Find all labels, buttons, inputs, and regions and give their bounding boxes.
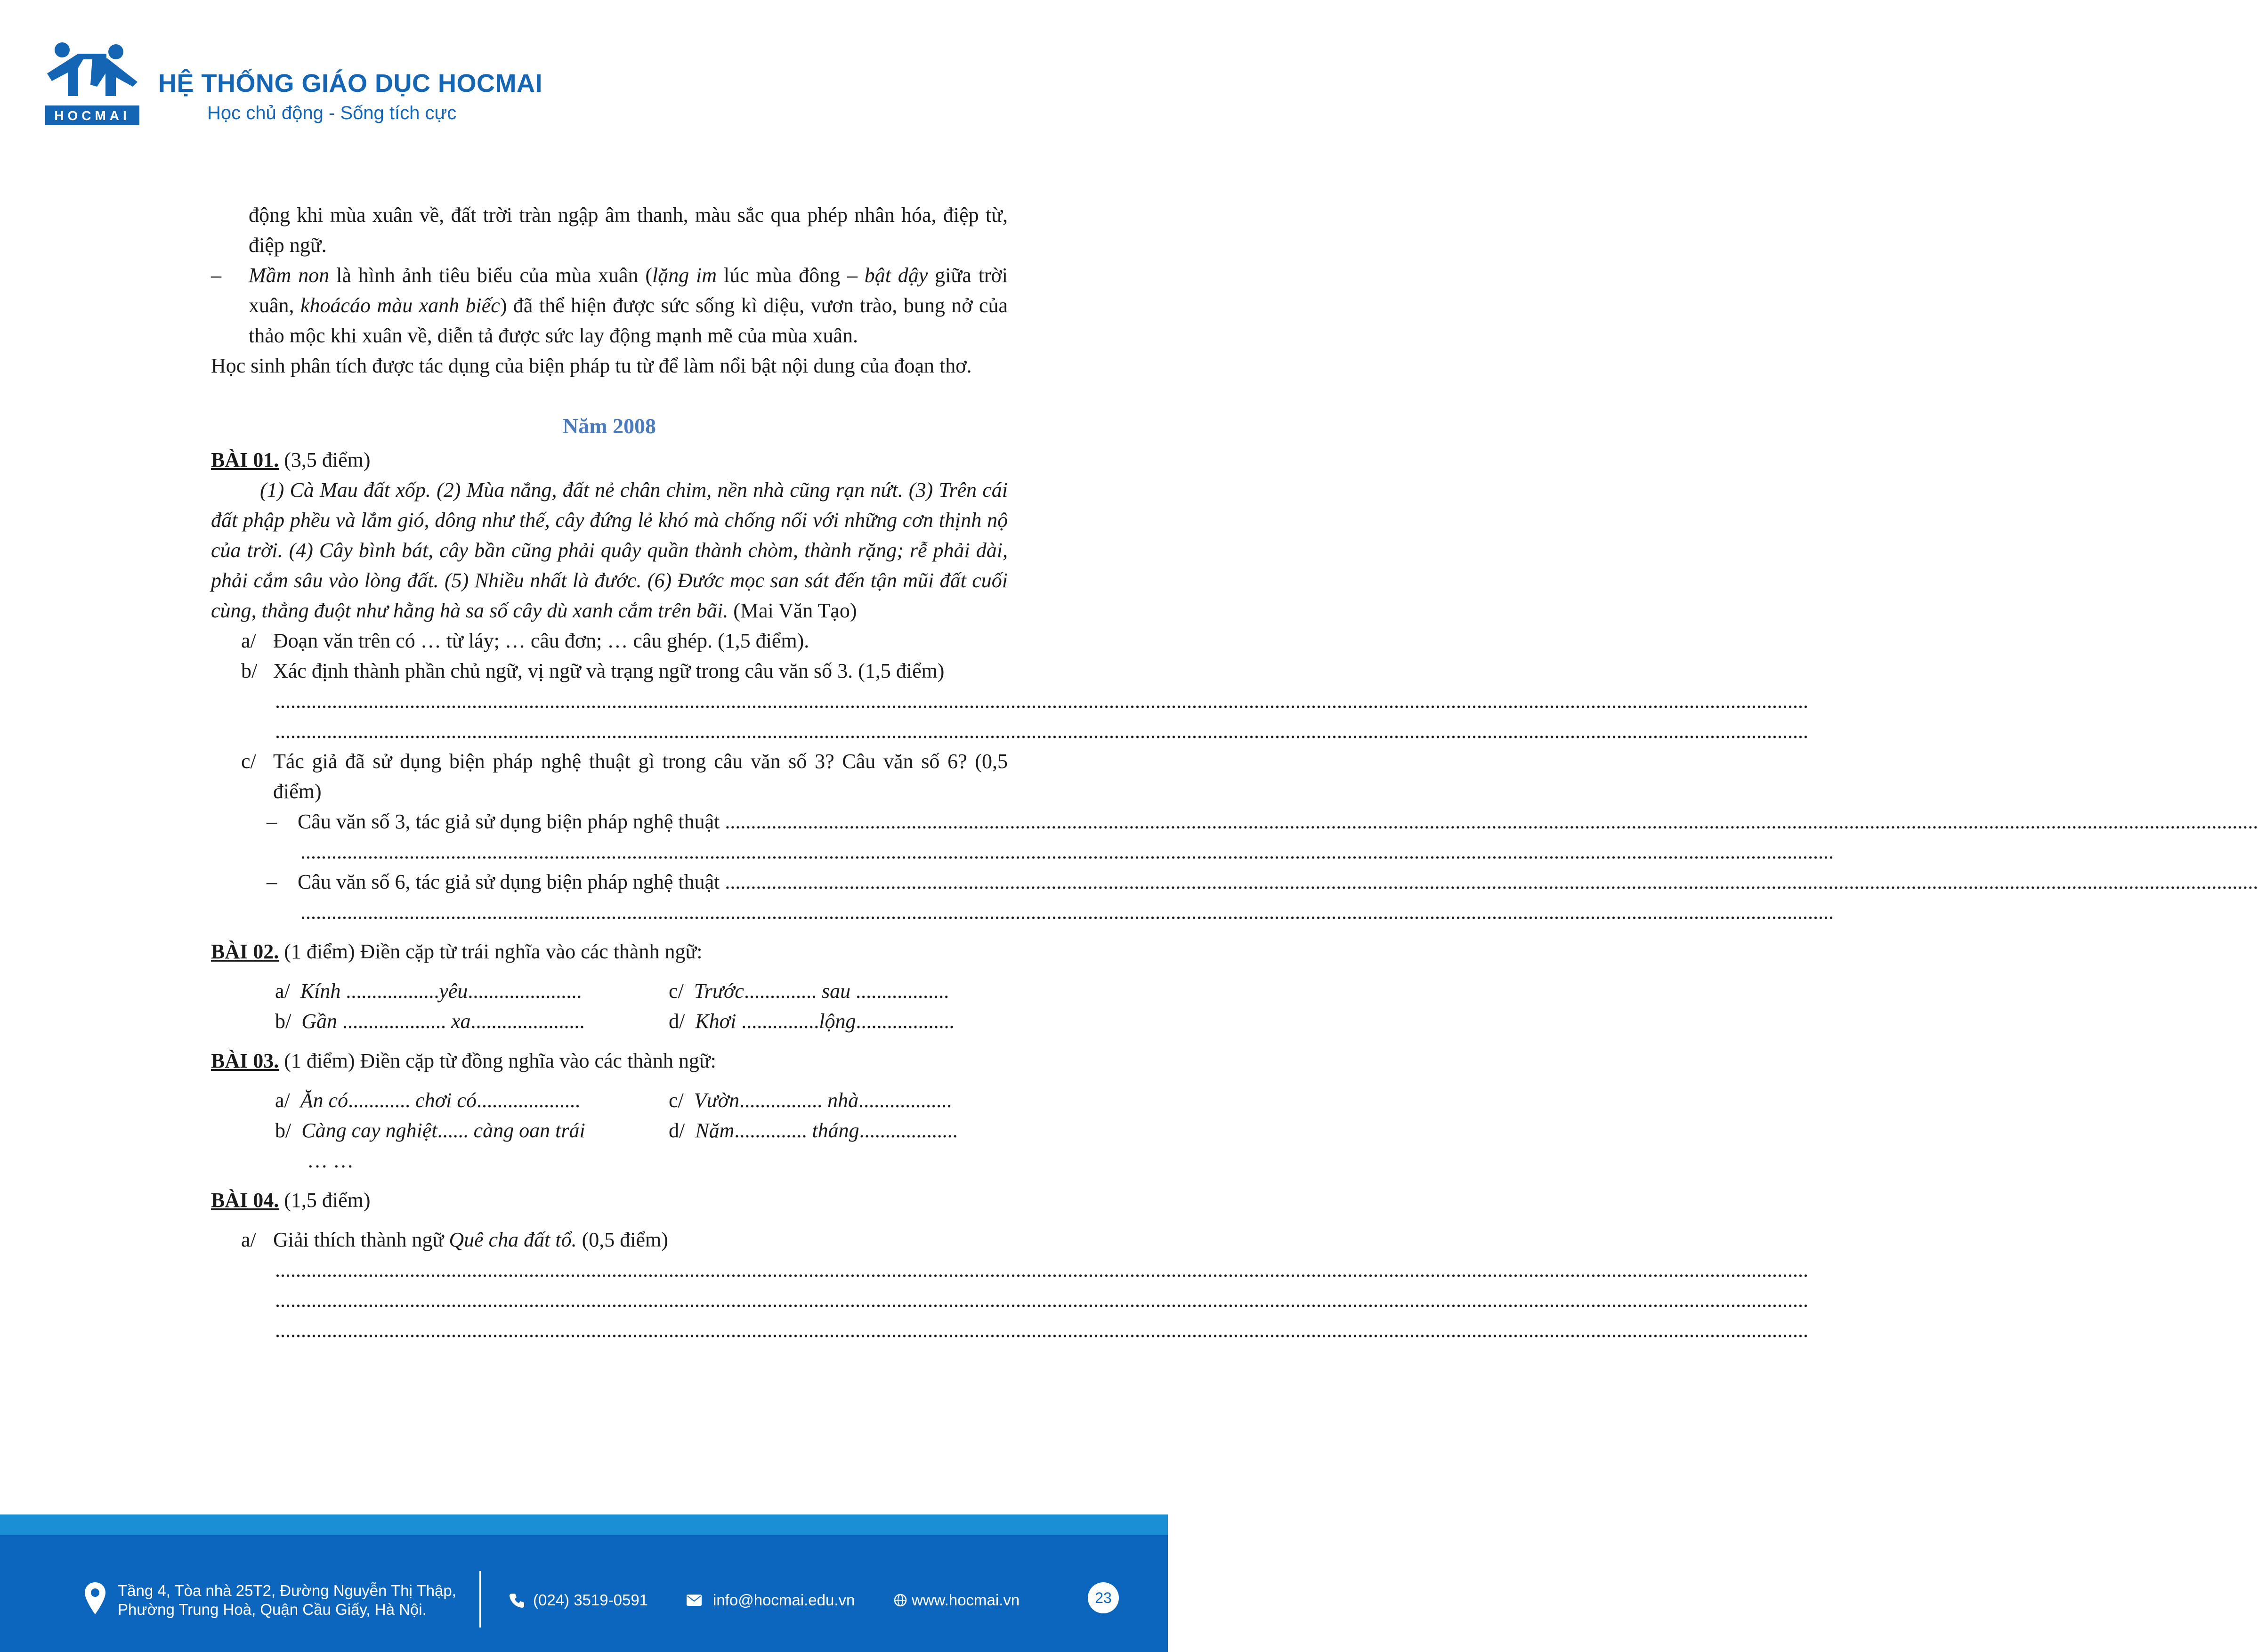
question-text: Xác định thành phần chủ ngữ, vị ngữ và trạng ngữ trong câu văn số 3. (1,5 điểm) [273, 659, 945, 682]
logo-text: HOCMAI [54, 108, 130, 123]
question-points: (0,5 điểm) [576, 1228, 668, 1251]
year-heading: Năm 2008 [562, 414, 656, 438]
bai01-label: BÀI 01. [211, 448, 279, 471]
bai01-author: (Mai Văn Tạo) [728, 599, 857, 622]
address-line-2: Phường Trung Hoà, Quận Cầu Giấy, Hà Nội. [118, 1601, 427, 1618]
item-label: d/ [669, 1010, 685, 1033]
bai04-heading [211, 1185, 1008, 1215]
blank: ...................... [468, 980, 582, 1003]
bai03-item-b [275, 1116, 669, 1176]
bai01-passage-text: (1) Cà Mau đất xốp. (2) Mùa nắng, đất nẻ chân chim, nền nhà cũng rạn nứt. (3) Trên cái đất phập phều và lắm gió, dông như thế, cây đứng lẻ khó mà chống nổi với những cơn thịnh nộ của trời. (4) Cây bình bát, cây bần cũng phải quây quần thành chòm, thành rặng; rễ phải dài, phải cắm sâu vào lòng đất. (5) Nhiều nhất là đước. (6) Đước mọc san sát đến tận mũi đất cuối cùng, thẳng đuột như hằng hà sa số cây dù xanh cắm trên bãi. [211, 478, 1008, 622]
footer-email[interactable]: info@hocmai.edu.vn [713, 1591, 855, 1609]
answer-line: ........................................................................................................................................................................................................................................................................................................ [275, 1288, 1808, 1312]
hocmai-logo [45, 40, 139, 129]
bai03-row-2 [211, 1116, 1008, 1176]
bai01-question-a [211, 626, 1008, 656]
phone-icon [509, 1592, 526, 1609]
bai03-text: (1 điểm) Điền cặp từ đồng nghĩa vào các thành ngữ: [279, 1049, 716, 1072]
bai01-points: (3,5 điểm) [279, 448, 371, 471]
brand-tagline: Học chủ động - Sống tích cực [207, 103, 457, 123]
idiom-word: càng oan trái [473, 1119, 585, 1142]
blank: … … [307, 1149, 354, 1172]
sub-question-text: Câu văn số 3, tác giả sử dụng biện pháp nghệ thuật [298, 810, 725, 833]
brand-title: HỆ THỐNG GIÁO DỤC HOCMAI [158, 69, 542, 97]
idiom-word: Năm [695, 1119, 735, 1142]
bai04-question-a [211, 1225, 1008, 1255]
item-label: b/ [275, 1119, 291, 1142]
bai03-item-c [669, 1085, 1008, 1116]
bai02-label: BÀI 02. [211, 940, 279, 963]
idiom-word: Gần [301, 1010, 338, 1033]
bai02-heading [211, 937, 1008, 967]
bai01-passage [211, 475, 1008, 626]
footer-divider [479, 1571, 481, 1628]
item-label: d/ [669, 1119, 685, 1142]
bai03-heading [211, 1046, 1008, 1076]
blank: .................... [337, 1010, 452, 1033]
answer-line: ........................................................................................................................................................................................................................................................................................................ [300, 840, 1834, 863]
blank: ................... [856, 1010, 955, 1033]
page-header [0, 0, 1168, 141]
answer-line: ........................................................................................................................................................................................................................................................................................................ [275, 689, 1808, 713]
idiom-word: yêu [439, 980, 468, 1003]
blank: .............. [734, 1119, 812, 1142]
answer-dots: ........................................................................................................................................................................................................................................................................................................ [725, 870, 2258, 893]
bai02-item-b [275, 1006, 669, 1037]
bai01-c-sentence6 [211, 867, 2258, 897]
bai03-row-1 [211, 1085, 1008, 1116]
bai01-question-b [211, 656, 1008, 686]
blank: ................ [739, 1089, 828, 1112]
bai02-item-d [669, 1006, 1008, 1037]
bai02-row-2 [211, 1006, 1008, 1037]
idiom-word: xa [451, 1010, 471, 1033]
page-footer [0, 1514, 1168, 1652]
idiom-word: sau [821, 980, 851, 1003]
item-label: a/ [275, 1089, 290, 1112]
intro-bullet [211, 260, 1008, 351]
footer-accent-band [0, 1514, 1168, 1535]
address-line-1: Tầng 4, Tòa nhà 25T2, Đường Nguyễn Thị Thập, [118, 1582, 456, 1599]
bullet-dash: – [267, 870, 277, 893]
bai01-heading [211, 445, 1008, 475]
question-label: b/ [241, 659, 258, 682]
intro-italic-1: Mầm non [249, 264, 330, 287]
bai01-c-sentence3 [211, 807, 2258, 837]
answer-line: ........................................................................................................................................................................................................................................................................................................ [300, 900, 1834, 923]
intro-text-4: ) đã thể hiện được sức sống kì diệu, vươn trào, bung nở của thảo mộc khi xuân về, diễn tả được sức lay động mạnh mẽ của mùa xuân. [249, 294, 1008, 347]
question-text: Đoạn văn trên có … từ láy; … câu đơn; … câu ghép. (1,5 điểm). [273, 629, 809, 652]
intro-paragraph-1: động khi mùa xuân về, đất trời tràn ngập âm thanh, màu sắc qua phép nhân hóa, điệp từ, điệp ngữ. [249, 203, 1008, 257]
bai01-question-c [211, 746, 1008, 807]
bai02-item-a [275, 976, 669, 1006]
idiom-word: Kính [300, 980, 341, 1003]
bullet-dash: – [211, 264, 221, 287]
bai02-item-c [669, 976, 1008, 1006]
idiom-word: Vườn [694, 1089, 740, 1112]
idiom-word: nhà [827, 1089, 859, 1112]
item-label: b/ [275, 1010, 291, 1033]
intro-conclusion: Học sinh phân tích được tác dụng của biện pháp tu từ để làm nổi bật nội dung của đoạn thơ. [211, 354, 972, 377]
footer-phone[interactable]: (024) 3519-0591 [533, 1591, 648, 1609]
bai02-row-1 [211, 976, 1008, 1006]
item-label: a/ [275, 980, 290, 1003]
idiom-word: Khơi [695, 1010, 736, 1033]
bai04-label: BÀI 04. [211, 1189, 279, 1212]
page-number: 23 [1088, 1582, 1119, 1613]
blank: .............. [744, 980, 822, 1003]
bai02-text: (1 điểm) Điền cặp từ trái nghĩa vào các thành ngữ: [279, 940, 703, 963]
blank: .................. [340, 980, 439, 1003]
blank: ............... [736, 1010, 819, 1033]
blank: ...................... [470, 1010, 585, 1033]
intro-italic-4: khoácáo màu xanh biếc [300, 294, 500, 317]
bai04-points: (1,5 điểm) [279, 1189, 371, 1212]
question-text: Giải thích thành ngữ [273, 1228, 449, 1251]
idiom-word: Càng cay nghiệt [301, 1119, 437, 1142]
question-text: Tác giả đã sử dụng biện pháp nghệ thuật gì trong câu văn số 3? Câu văn số 6? (0,5 điểm) [273, 750, 1008, 803]
intro-italic-3: bật dậy [864, 264, 928, 287]
footer-website[interactable]: www.hocmai.vn [912, 1591, 1020, 1609]
blank: ................... [859, 1119, 958, 1142]
intro-text-3: giữa trời xuân, [249, 264, 1008, 317]
footer-address [118, 1581, 456, 1619]
answer-line: ........................................................................................................................................................................................................................................................................................................ [275, 720, 1808, 743]
question-label: c/ [241, 750, 256, 773]
answer-line: ........................................................................................................................................................................................................................................................................................................ [275, 1319, 1808, 1342]
blank: ...... [437, 1119, 474, 1142]
answer-line: ........................................................................................................................................................................................................................................................................................................ [275, 1258, 1808, 1281]
question-label: a/ [241, 1228, 256, 1251]
bullet-dash: – [267, 810, 277, 833]
blank: .................. [858, 1089, 952, 1112]
bai03-item-a [275, 1085, 669, 1116]
intro-text-2: lúc mùa đông – [717, 264, 865, 287]
location-pin-icon [84, 1581, 106, 1615]
bai03-label: BÀI 03. [211, 1049, 279, 1072]
intro-text-1: là hình ảnh tiêu biểu của mùa xuân ( [329, 264, 652, 287]
intro-italic-2: lặng im [652, 264, 717, 287]
bai03-item-d [669, 1116, 1008, 1146]
question-idiom: Quê cha đất tổ. [449, 1228, 577, 1251]
idiom-word: lộng [819, 1010, 856, 1033]
question-label: a/ [241, 629, 256, 652]
idiom-word: chơi có [415, 1089, 477, 1112]
email-icon [687, 1595, 702, 1606]
sub-question-text: Câu văn số 6, tác giả sử dụng biện pháp nghệ thuật [298, 870, 725, 893]
blank: .................. [850, 980, 949, 1003]
idiom-word: Ăn có [300, 1089, 348, 1112]
idiom-word: Trước [694, 980, 744, 1003]
answer-dots: ........................................................................................................................................................................................................................................................................................................ [725, 810, 2258, 833]
idiom-word: tháng [812, 1119, 859, 1142]
blank: .................... [476, 1089, 580, 1112]
item-label: c/ [669, 1089, 684, 1112]
document-body [211, 200, 2258, 1345]
item-label: c/ [669, 980, 684, 1003]
globe-icon [894, 1594, 907, 1607]
blank: ............ [348, 1089, 416, 1112]
